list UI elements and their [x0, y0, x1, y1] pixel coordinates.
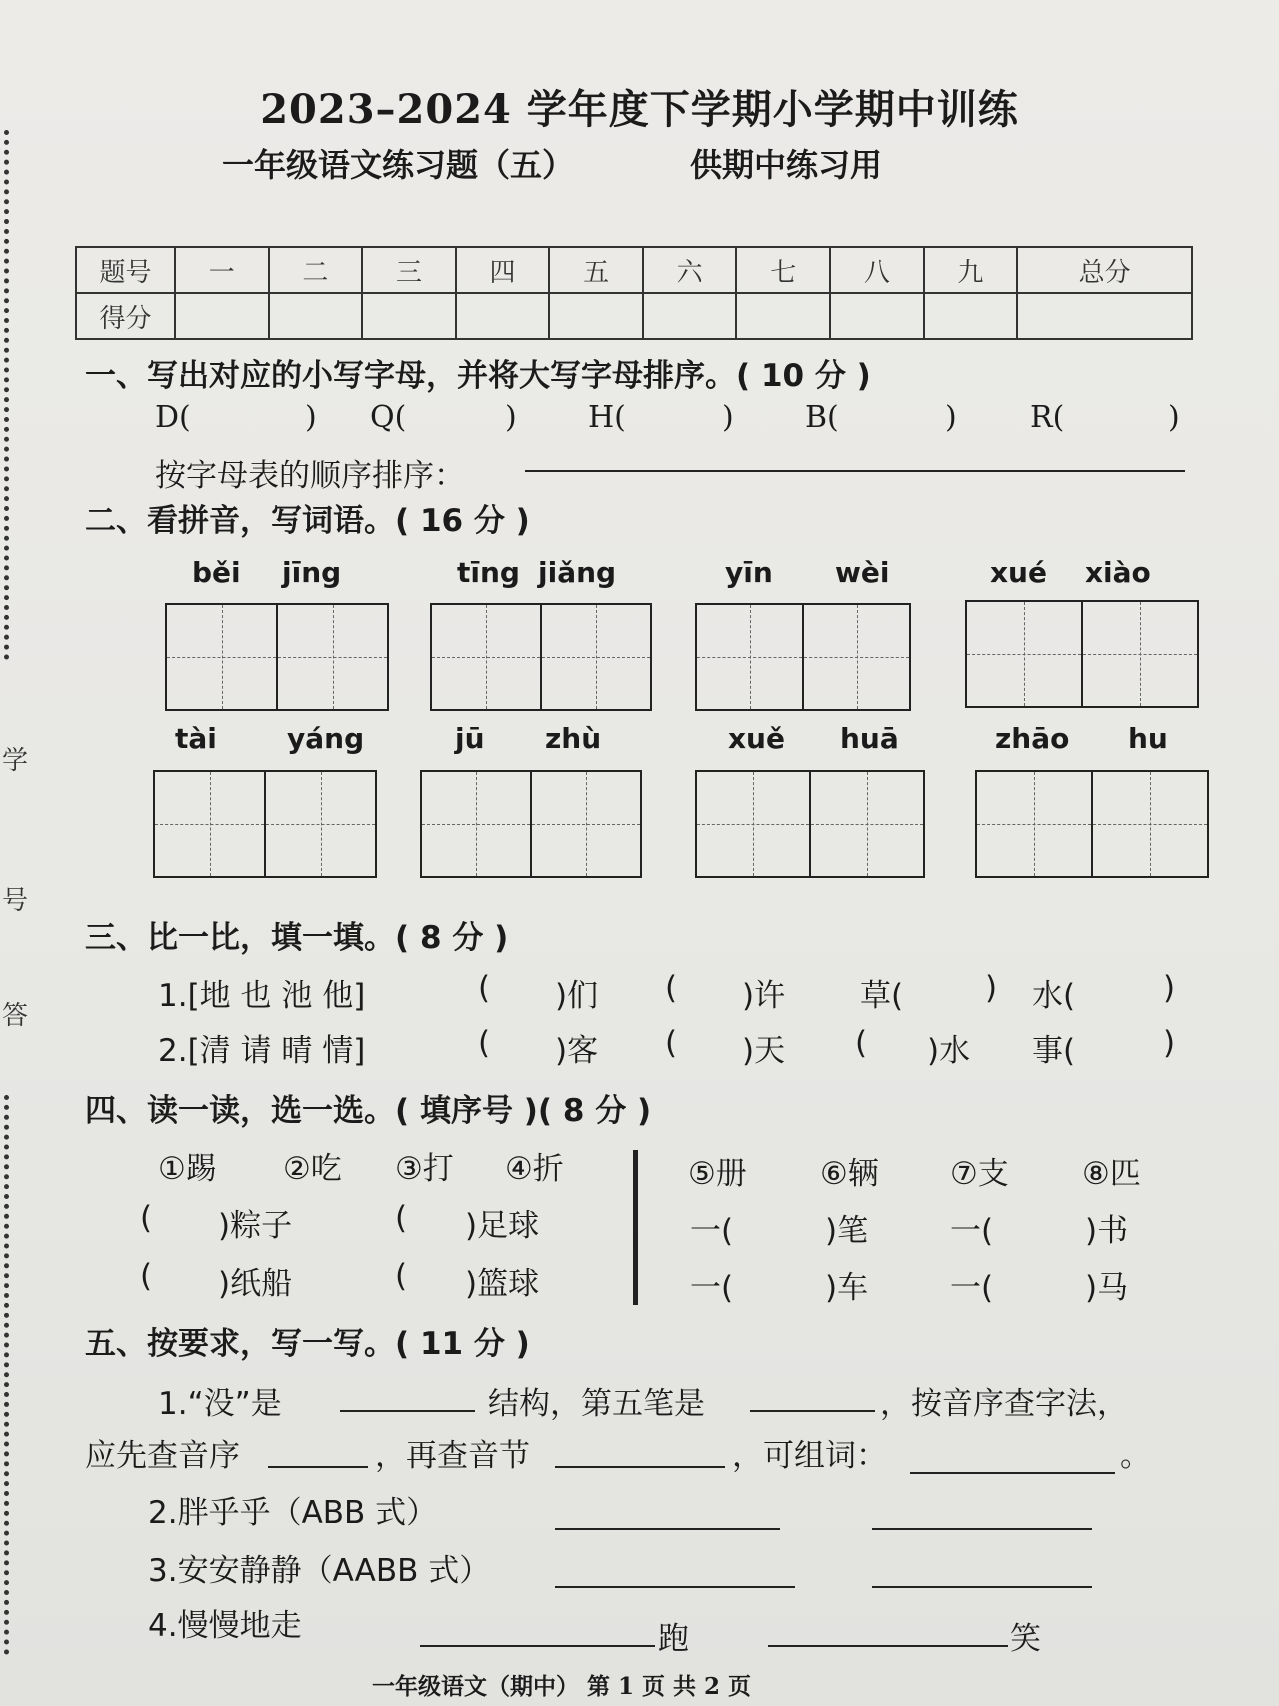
q4-paren: ( — [395, 1258, 408, 1294]
page-footer: 一年级语文（期中） 第 1 页 共 2 页 — [372, 1673, 752, 1700]
score-input-cell[interactable] — [1017, 293, 1192, 339]
tianzige-cell[interactable] — [804, 605, 909, 709]
q3-paren: ( — [478, 1025, 491, 1061]
pinyin: yīn — [725, 556, 773, 589]
q4-item: )足球 — [465, 1208, 540, 1244]
score-header-cell: 九 — [924, 247, 1018, 293]
q1-sort-label: 按字母表的顺序排序： — [155, 458, 465, 494]
q5-answer-line[interactable] — [555, 1466, 725, 1468]
q5-answer-line[interactable] — [872, 1586, 1092, 1588]
tianzige-cell[interactable] — [697, 605, 804, 709]
q4-option: ⑤册 — [688, 1156, 747, 1192]
q5-item4-suffix: 跑 — [658, 1621, 689, 1657]
q1-letter-close: ) — [945, 400, 957, 435]
q4-item: )篮球 — [465, 1266, 540, 1302]
q3-item: )客 — [555, 1033, 599, 1069]
q3-group: 1.[地 也 池 他] — [158, 978, 366, 1014]
q4-option: ④折 — [505, 1151, 564, 1187]
side-label: 答 — [2, 1001, 29, 1031]
pinyin: jīng — [282, 556, 342, 589]
score-input-cell[interactable] — [362, 293, 456, 339]
side-label: 号 — [2, 886, 29, 916]
q4-item: )车 — [825, 1270, 869, 1306]
pinyin: hu — [1128, 722, 1168, 755]
q1-letter: B( — [805, 400, 839, 435]
q5-answer-line[interactable] — [750, 1410, 875, 1412]
q4-paren: ( — [140, 1258, 153, 1294]
q5-answer-line[interactable] — [555, 1586, 795, 1588]
q5-answer-line[interactable] — [420, 1645, 655, 1647]
tianzige-cell[interactable] — [542, 605, 650, 709]
binding-line — [4, 130, 14, 660]
score-row-label: 得分 — [76, 293, 175, 339]
q4-paren: 一( — [690, 1270, 734, 1306]
q4-paren: 一( — [950, 1270, 994, 1306]
q5-answer-line[interactable] — [910, 1472, 1115, 1474]
tianzige-cell[interactable] — [278, 605, 387, 709]
q3-paren: ( — [855, 1025, 868, 1061]
pinyin: xiào — [1085, 556, 1151, 589]
q5-text: ，可组词： — [732, 1438, 887, 1474]
q3-item: 水( — [1032, 978, 1076, 1014]
q3-paren: ( — [665, 970, 678, 1006]
pinyin: tài — [175, 722, 217, 755]
q1-letter-close: ) — [305, 400, 317, 435]
pinyin: yáng — [287, 722, 365, 755]
q5-item4-label: 4.慢慢地走 — [148, 1608, 302, 1644]
tianzige-cell[interactable] — [422, 772, 532, 876]
tianzige-box[interactable] — [975, 770, 1209, 878]
page-title: 2023–2024 学年度下学期小学期中训练 — [260, 86, 1019, 133]
q1-sort-answer-line[interactable] — [525, 470, 1185, 472]
q3-paren: ) — [1163, 1025, 1176, 1061]
pinyin: wèi — [835, 556, 890, 589]
q3-item: )天 — [742, 1033, 786, 1069]
q1-letter-close: ) — [1168, 400, 1180, 435]
q5-answer-line[interactable] — [555, 1528, 780, 1530]
q5-text: 应先查音序 — [85, 1438, 240, 1474]
score-input-cell[interactable] — [830, 293, 924, 339]
tianzige-cell[interactable] — [1083, 602, 1197, 706]
score-header-cell: 六 — [643, 247, 737, 293]
pinyin: huā — [840, 722, 899, 755]
q4-paren: ( — [395, 1200, 408, 1236]
q5-text: ，按音序查字法， — [880, 1386, 1128, 1422]
side-label: 学 — [2, 746, 29, 776]
binding-line — [4, 1095, 14, 1655]
q4-option: ③打 — [395, 1151, 454, 1187]
pinyin: xué — [990, 556, 1047, 589]
score-input-cell[interactable] — [269, 293, 363, 339]
q4-paren: ( — [140, 1200, 153, 1236]
tianzige-cell[interactable] — [167, 605, 278, 709]
q4-option: ⑦支 — [950, 1156, 1009, 1192]
score-input-cell[interactable] — [643, 293, 737, 339]
q4-item: )书 — [1085, 1213, 1129, 1249]
q3-paren: ) — [1163, 970, 1176, 1006]
q4-paren: 一( — [690, 1213, 734, 1249]
q4-item: )粽子 — [218, 1208, 293, 1244]
q4-title: 四、读一读，选一选。( 填序号 )( 8 分 ) — [85, 1093, 652, 1129]
q4-item: )马 — [1085, 1270, 1129, 1306]
score-header-cell: 三 — [362, 247, 456, 293]
q3-item: )许 — [742, 978, 786, 1014]
q3-paren: ( — [665, 1025, 678, 1061]
pinyin: běi — [192, 556, 241, 589]
pinyin: tīng — [457, 556, 520, 589]
tianzige-cell[interactable] — [432, 605, 542, 709]
tianzige-box[interactable] — [695, 603, 911, 711]
score-header-cell: 七 — [736, 247, 830, 293]
q3-item: )们 — [555, 978, 599, 1014]
q5-answer-line[interactable] — [768, 1645, 1008, 1647]
score-header-cell: 题号 — [76, 247, 175, 293]
tianzige-cell[interactable] — [977, 772, 1093, 876]
tianzige-cell[interactable] — [967, 602, 1083, 706]
pinyin: zhāo — [995, 722, 1070, 755]
tianzige-box[interactable] — [695, 770, 925, 878]
q5-text: 1.“没”是 — [158, 1386, 282, 1422]
score-table-header-row — [76, 247, 1192, 293]
score-header-cell: 一 — [175, 247, 269, 293]
score-header-cell: 五 — [549, 247, 643, 293]
tianzige-cell[interactable] — [697, 772, 811, 876]
q2-title: 二、看拼音，写词语。( 16 分 ) — [85, 503, 530, 539]
q3-paren: ( — [478, 970, 491, 1006]
q5-text: 。 — [1120, 1438, 1151, 1474]
tianzige-box[interactable] — [165, 603, 389, 711]
q3-item: 事( — [1032, 1033, 1076, 1069]
q5-text: 结构，第五笔是 — [488, 1386, 705, 1422]
q5-text: ，再查音节 — [375, 1438, 530, 1474]
score-input-cell[interactable] — [456, 293, 550, 339]
q5-answer-line[interactable] — [872, 1528, 1092, 1530]
tianzige-cell[interactable] — [155, 772, 266, 876]
q4-option: ②吃 — [283, 1151, 342, 1187]
q4-paren: 一( — [950, 1213, 994, 1249]
score-header-cell: 二 — [269, 247, 363, 293]
score-input-cell[interactable] — [924, 293, 1018, 339]
q5-answer-line[interactable] — [340, 1410, 475, 1412]
q5-item4-suffix: 笑 — [1010, 1621, 1041, 1657]
score-input-cell[interactable] — [175, 293, 269, 339]
pinyin: jiǎng — [538, 556, 617, 589]
q4-option: ⑥辆 — [820, 1156, 879, 1192]
score-input-cell[interactable] — [736, 293, 830, 339]
tianzige-cell[interactable] — [1093, 772, 1207, 876]
q1-letter: D( — [155, 400, 191, 435]
q4-option: ⑧匹 — [1082, 1156, 1141, 1192]
q3-paren: ) — [985, 970, 998, 1006]
pinyin: jū — [455, 722, 485, 755]
q1-letter-close: ) — [722, 400, 734, 435]
q1-letter: H( — [588, 400, 626, 435]
q1-letter: R( — [1030, 400, 1065, 435]
q3-item: 草( — [860, 978, 904, 1014]
q3-title: 三、比一比，填一填。( 8 分 ) — [85, 920, 509, 956]
q5-title: 五、按要求，写一写。( 11 分 ) — [85, 1326, 530, 1362]
q4-option: ①踢 — [158, 1151, 217, 1187]
q4-divider — [633, 1150, 638, 1305]
tianzige-box[interactable] — [430, 603, 652, 711]
pinyin: xuě — [728, 722, 785, 755]
tianzige-cell[interactable] — [532, 772, 640, 876]
q3-item: )水 — [927, 1033, 971, 1069]
tianzige-cell[interactable] — [266, 772, 375, 876]
q1-letter-close: ) — [505, 400, 517, 435]
q1-letter: Q( — [370, 400, 407, 435]
q5-answer-line[interactable] — [268, 1466, 368, 1468]
q3-group: 2.[清 请 晴 情] — [158, 1033, 366, 1069]
pinyin: zhù — [545, 722, 602, 755]
tianzige-box[interactable] — [420, 770, 642, 878]
score-header-cell: 总分 — [1017, 247, 1192, 293]
q1-title: 一、写出对应的小写字母，并将大写字母排序。( 10 分 ) — [85, 358, 871, 394]
q5-item2-label: 2.胖乎乎（ABB 式） — [148, 1495, 438, 1531]
score-input-cell[interactable] — [549, 293, 643, 339]
q4-item: )笔 — [825, 1213, 869, 1249]
score-header-cell: 四 — [456, 247, 550, 293]
tianzige-cell[interactable] — [811, 772, 923, 876]
page-subtitle-usage: 供期中练习用 — [690, 146, 883, 184]
tianzige-box[interactable] — [965, 600, 1199, 708]
score-header-cell: 八 — [830, 247, 924, 293]
score-table-score-row — [76, 293, 1192, 339]
q4-item: )纸船 — [218, 1266, 293, 1302]
q5-item3-label: 3.安安静静（AABB 式） — [148, 1553, 491, 1589]
tianzige-box[interactable] — [153, 770, 377, 878]
page-subtitle: 一年级语文练习题（五） — [222, 146, 575, 184]
score-table — [75, 246, 1193, 340]
